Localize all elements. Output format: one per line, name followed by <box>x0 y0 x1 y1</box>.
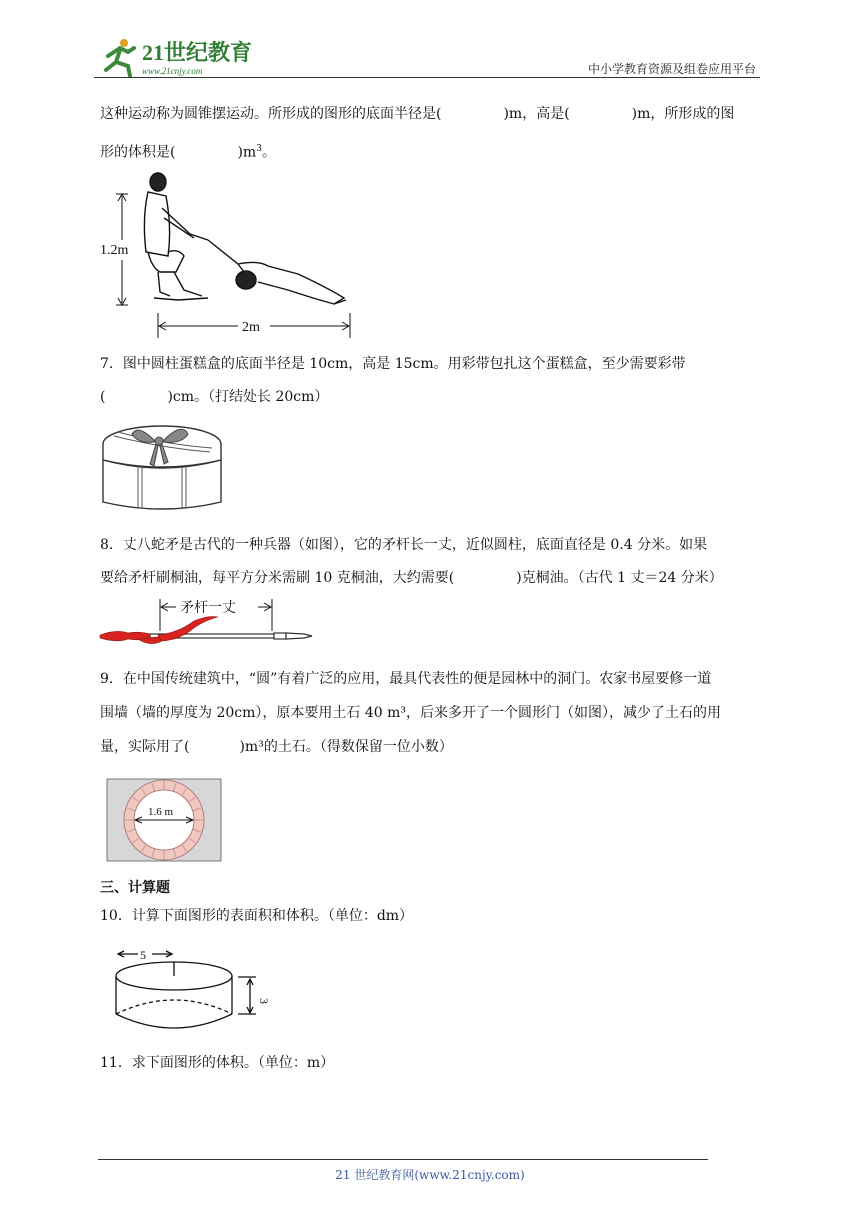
q7-line2: ( )cm。（打结处长 20cm） <box>100 389 329 405</box>
conical-pendulum-figure <box>98 168 358 340</box>
q10-text: 10．计算下面图形的表面积和体积。（单位：dm） <box>100 908 414 924</box>
cake-box-figure <box>98 420 226 512</box>
skaters-illustration <box>144 173 346 304</box>
q8-line2: 要给矛杆刷桐油，每平方分米需刷 10 克桐油，大约需要( )克桐油。（古代 1 丈＝24 分米） <box>100 570 723 586</box>
svg-text:21世纪教育: 21世纪教育 <box>142 40 253 65</box>
cylinder-figure <box>110 944 270 1032</box>
q9-line3: 量，实际用了( )m³的土石。（得数保留一位小数） <box>100 739 453 755</box>
q11-text: 11．求下面图形的体积。（单位：m） <box>100 1055 335 1071</box>
q9-line2: 围墙（墙的厚度为 20cm），原本要用土石 40 m³，后来多开了一个圆形门（如图），减少了土石的用 <box>100 705 721 721</box>
width-label: 2m <box>242 320 260 335</box>
height-label: 3 <box>257 998 270 1004</box>
red-tassel <box>100 617 218 644</box>
spear-figure <box>98 595 318 653</box>
round-door-figure <box>106 778 222 862</box>
height-label: 1.2m <box>100 243 129 258</box>
header-platform-text: 中小学教育资源及组卷应用平台 <box>587 62 756 76</box>
footer-link[interactable]: 21 世纪教育网(www.21cnjy.com) <box>335 1168 525 1182</box>
svg-text:www.21cnjy.com: www.21cnjy.com <box>142 66 203 76</box>
q8-line1: 8．丈八蛇矛是古代的一种兵器（如图），它的矛杆长一丈，近似圆柱，底面直径是 0.4 分米。如果 <box>100 537 708 553</box>
spear-length-label: 矛杆一丈 <box>180 601 236 616</box>
q9-line1: 9．在中国传统建筑中，“圆”有着广泛的应用，最具代表性的便是园林中的洞门。农家书屋要修一道 <box>100 671 712 687</box>
footer-divider <box>98 1159 708 1160</box>
header-divider <box>94 77 760 78</box>
q7-line1: 7．图中圆柱蛋糕盒的底面半径是 10cm，高是 15cm。用彩带包扎这个蛋糕盒，至少需要彩带 <box>100 356 686 372</box>
site-logo <box>94 36 264 82</box>
q6-line2: 形的体积是( )$m^3$。 <box>100 144 276 161</box>
radius-label: 5 <box>140 948 146 962</box>
diameter-label: 1.6 m <box>148 806 174 818</box>
q6-line1: 这种运动称为圆锥摆运动。所形成的图形的底面半径是( )m，高是( )m，所形成的图 <box>100 106 735 122</box>
section-title: 三、计算题 <box>100 880 170 896</box>
runner-logo-icon <box>106 39 134 76</box>
